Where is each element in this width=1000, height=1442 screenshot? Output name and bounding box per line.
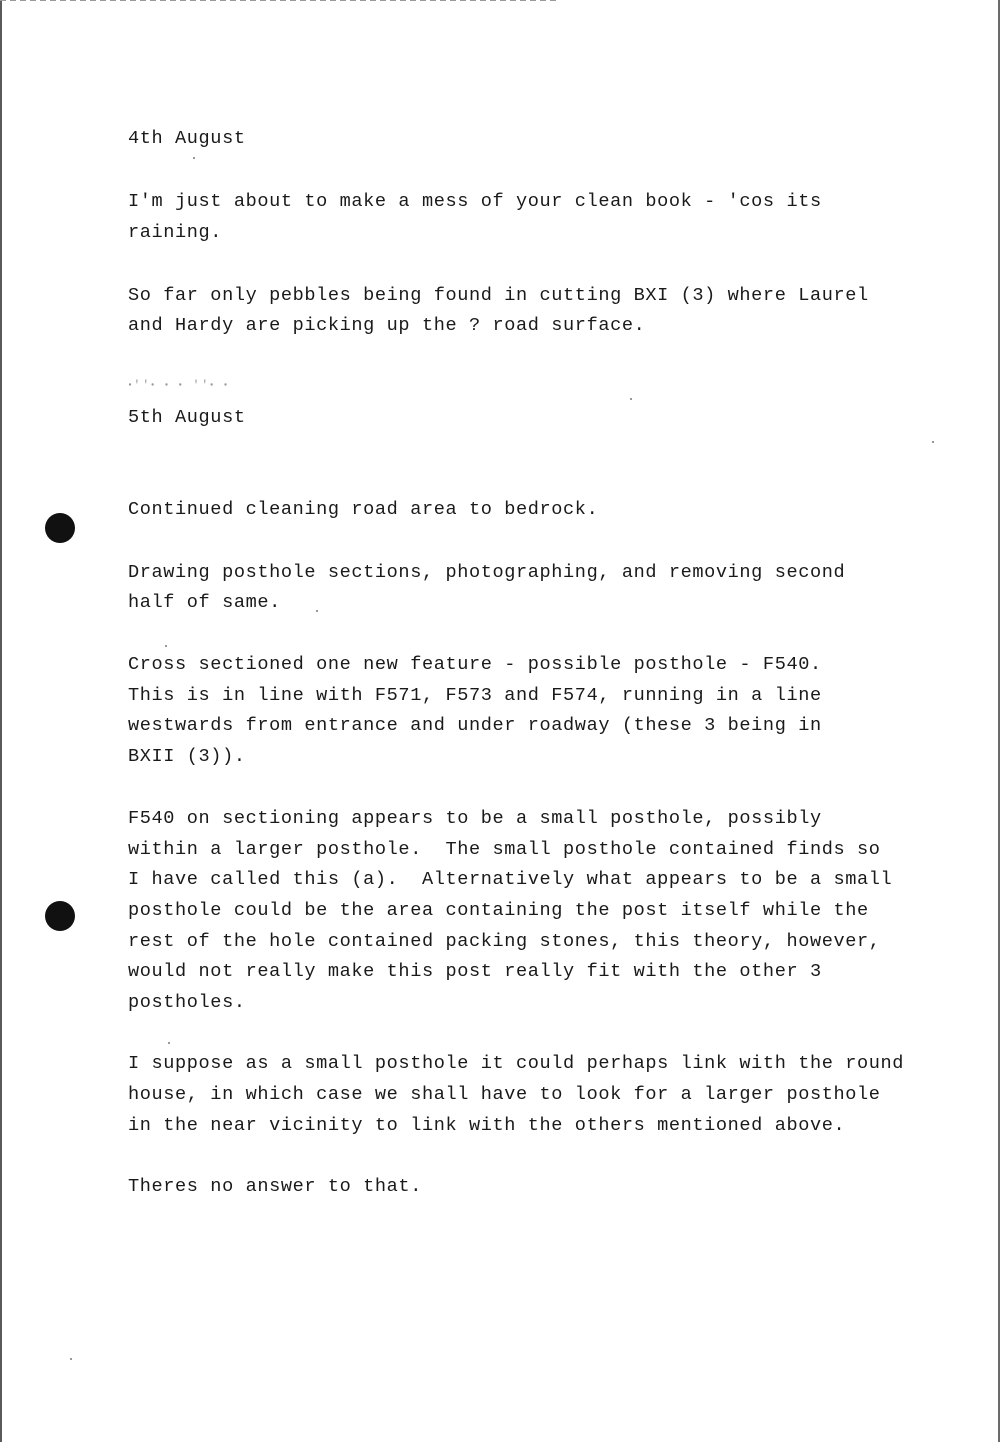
entry-text-line: So far only pebbles being found in cutting BXI (3) where Laurel — [128, 285, 869, 306]
entry-text-line: westwards from entrance and under roadway (these 3 being in — [128, 715, 822, 736]
entry-text-line: rest of the hole contained packing stones, this theory, however, — [128, 931, 881, 952]
entry-text-line: Cross sectioned one new feature - possible posthole - F540. — [128, 654, 822, 675]
entry-text-line: and Hardy are picking up the ? road surface. — [128, 315, 646, 336]
paper-speck — [70, 1358, 72, 1360]
entry-text-line: BXII (3)). — [128, 746, 246, 767]
paper-speck — [316, 610, 318, 612]
entry-text-line: I suppose as a small posthole it could perhaps link with the round — [128, 1053, 905, 1074]
entry-text-line: I have called this (a). Alternatively what appears to be a small — [128, 869, 893, 890]
entry-text-line: within a larger posthole. The small posthole contained finds so — [128, 839, 881, 860]
faded-strike-through-mark: ꞏꞌꞌꞏ ꞏ ꞏ ꞌꞌꞏ ꞏ — [128, 378, 229, 393]
entry-text-line: would not really make this post really fit with the other 3 — [128, 961, 822, 982]
paper-speck — [168, 1042, 170, 1044]
paper-speck — [932, 441, 934, 443]
page-left-edge — [0, 0, 2, 1442]
entry-text-line: posthole could be the area containing the post itself while the — [128, 900, 869, 921]
entry-text-line: I'm just about to make a mess of your clean book - 'cos its — [128, 191, 822, 212]
entry-text-line: half of same. — [128, 592, 281, 613]
page-top-edge — [0, 0, 560, 1]
entry-text-line: F540 on sectioning appears to be a small posthole, possibly — [128, 808, 822, 829]
entry-text-line: in the near vicinity to link with the others mentioned above. — [128, 1115, 846, 1136]
entry-text-line: house, in which case we shall have to look for a larger posthole — [128, 1084, 881, 1105]
paper-speck — [165, 645, 167, 647]
entry-text-line: Continued cleaning road area to bedrock. — [128, 499, 599, 520]
paper-speck — [193, 157, 195, 159]
entry-date-5th-august: 5th August — [128, 407, 246, 428]
entry-text-line: This is in line with F571, F573 and F574, running in a line — [128, 685, 822, 706]
entry-text-line: postholes. — [128, 992, 246, 1013]
entry-date-4th-august: 4th August — [128, 128, 246, 149]
entry-text-line: raining. — [128, 222, 223, 243]
entry-text-line: Theres no answer to that. — [128, 1176, 422, 1197]
paper-speck — [630, 398, 632, 400]
punch-hole — [45, 513, 75, 543]
entry-text-line: Drawing posthole sections, photographing, and removing second — [128, 562, 846, 583]
punch-hole — [45, 901, 75, 931]
